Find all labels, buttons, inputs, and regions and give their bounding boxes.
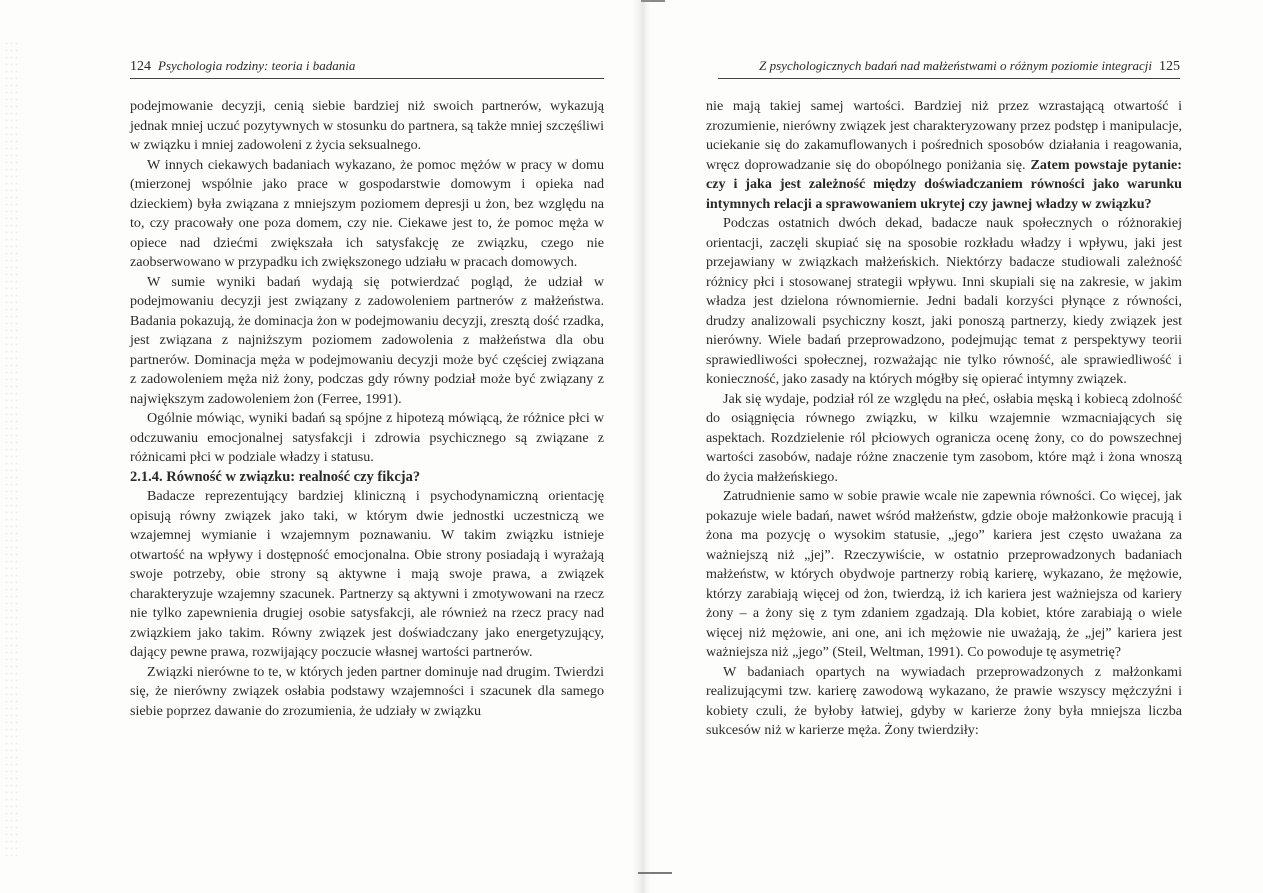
right-paragraph: Zatrudnienie samo w sobie prawie wcale nie zapewnia równości. Co więcej, jak pokazuje wiele badań, nawet wśród małżeństw, gdzie oboje małżonkowie pracują i żona ma pozycję o wysokim statusie, „jego” kariera jest często uważana za ważniejszą niż „jej”. Rzeczywiście, w ostatnio przeprowadzonych badaniach małżeństw, w których obydwoje partnerzy robią karierę, wykazano, że mężowie, którzy zarabiają więcej od żon, twierdzą, iż ich kariera jest ważniejsza od kariery żony – a żony się z tym zdaniem zgadzają. Dla kobiet, które zarabiają o wiele więcej niż mężowie, ani one, ani ich mężowie nie uważają, że „jej” kariera jest ważniejsza niż „jego” (Steil, Weltman, 1991). Co powoduje tę asymetrię? xyxy=(706,488,1182,660)
left-paragraph: W sumie wyniki badań wydają się potwierdzać pogląd, że udział w podejmowaniu decyzji jest związany z zadowoleniem partnerów z małżeństwa. Badania pokazują, że dominacja żon w podejmowaniu decyzji, zresztą dość rzadka, jest związana z najniższym poziomem zadowolenia z małżeństwa dla obu partnerów. Dominacja męża w podejmowaniu decyzji może być częściej związana z zadowoleniem męża niż żony, podczas gdy równy podział może być związany z największym zadowoleniem żon (Ferree, 1991). xyxy=(130,273,604,407)
right-paragraph: Podczas ostatnich dwóch dekad, badacze nauk społecznych o różnorakiej orientacji, zaczęli skupiać się na sposobie rozkładu władzy i wpływu, jaki jest przejawiany w związkach małżeńskich. Niektórzy badacze studiowali zależność różnicy płci i stosowanej strategii wpływu. Inni skupiali się na zakresie, w jakim władza jest dzielona równomiernie. Jedni badali korzyści płynące z równości, drudzy analizowali psychiczny koszt, jaki ponoszą partnerzy, kiedy związek jest nierówny. Wiele badań przeprowadzono, podejmując temat z perspektywy teorii sprawiedliwości społecznej, rozważając nie tylko równość, ale sprawiedliwość i konieczność, jako zasady na których mógłby się opierać intymny związek. xyxy=(706,215,1182,387)
right-paragraph xyxy=(706,97,1182,214)
right-text-column xyxy=(706,97,1182,741)
left-paragraph: Ogólnie mówiąc, wyniki badań są spójne z hipotezą mówiącą, że różnice płci w odczuwaniu emocjonalnej satysfakcji i zdrowia psychicznego są związane z różnicami płci w podziale władzy i statusu. xyxy=(130,410,604,465)
left-running-title: Psychologia rodziny: teoria i badania xyxy=(158,58,356,73)
right-running-title: Z psychologicznych badań nad małżeństwami o różnym poziomie integracji xyxy=(759,58,1152,73)
left-paragraph: podejmowanie decyzji, cenią siebie bardziej niż swoich partnerów, wykazują jednak mniej uczuć pozytywnych w stosunku do partnera, są także mniej szczęśliwi w związku i mniej zadowoleni z życia seksualnego. xyxy=(130,98,604,153)
section-heading: 2.1.4. Równość w związku: realność czy fikcja? xyxy=(130,468,421,485)
right-running-head xyxy=(718,57,1180,79)
right-paragraph-text: nie mają takiej samej wartości. Bardziej niż przez wzrastającą otwartość i zrozumienie, nierówny związek jest charakteryzowany przez podstęp i manipulacje, uciekanie się do zakamuflowanych i pośrednich sposobów działania i reagowania, wręcz doprowadzanie się do obopólnego poniżania się. xyxy=(706,98,1182,173)
bold-question: Zatem powstaje pytanie: czy i jaka jest zależność między doświadczaniem równości jako warunku intymnych relacji a sprawowaniem ukrytej czy jawnej władzy w związku? xyxy=(706,156,1182,212)
left-paragraph: Związki nierówne to te, w których jeden partner dominuje nad drugim. Twierdzi się, że nierówny związek osłabia podstawy wzajemności i szacunek dla samego siebie poprzez dawanie do zrozumienia, że udziały w związku xyxy=(130,663,604,719)
left-text-column xyxy=(130,97,604,721)
right-page-number: 125 xyxy=(1159,59,1180,74)
left-page-number: 124 xyxy=(130,59,151,74)
right-paragraph: Jak się wydaje, podział ról ze względu na płeć, osłabia męską i kobiecą zdolność do osiągnięcia równego związku, w kilku wzajemnie wzmacniających się aspektach. Rozdzielenie ról płciowych ogranicza ocenę żony, co do powszechnej wartości zasobów, nadaje różne znaczenie tym zasobom, które mąż i żona wnoszą do życia małżeńskiego. xyxy=(706,390,1182,485)
left-paragraph: W innych ciekawych badaniach wykazano, że pomoc mężów w pracy w domu (mierzonej wspólnie jako prace w gospodarstwie domowym i opieka nad dzieckiem) była związana z mniejszym poziomem depresji u żon, bez względu na to, czy pracowały one poza domem, czy nie. Ciekawe jest to, że pomoc męża w opiece nad dziećmi zwiększała ich satysfakcję ze związku, czego nie zaobserwowano w przypadku ich zwiększonego udziału w pracach domowych. xyxy=(130,156,604,270)
left-running-head xyxy=(130,57,604,79)
left-paragraph: Badacze reprezentujący bardziej kliniczną i psychodynamiczną orientację opisują równy związek jako taki, w którym dwie jednostki uczestniczą we wzajemnej wymianie i wzajemnym poznawaniu. W takim związku istnieje otwartość na wpływy i dostępność emocjonalna. Obie strony posiadają i wyrażają swoje potrzeby, obie strony są aktywne i mają swoje prawa, a związek charakteryzuje wzajemny szacunek. Partnerzy są aktywni i zmotywowani na rzecz nie tylko zapewnienia drugiej osobie satysfakcji, ale również na rzecz pracy nad związkiem jako takim. Równy związek jest doświadczany jako energetyzujący, dający pewne prawa, rozwijający poczucie własnej wartości partnerów. xyxy=(130,488,604,660)
right-paragraph: W badaniach opartych na wywiadach przeprowadzonych z małżonkami realizującymi tzw. karierę zawodową wykazano, że prawie wszyscy mężczyźni i kobiety czuli, że byłoby łatwiej, gdyby w karierze żony była mniejsza liczba sukcesów niż w karierze męża. Żony twierdziły: xyxy=(706,663,1182,738)
